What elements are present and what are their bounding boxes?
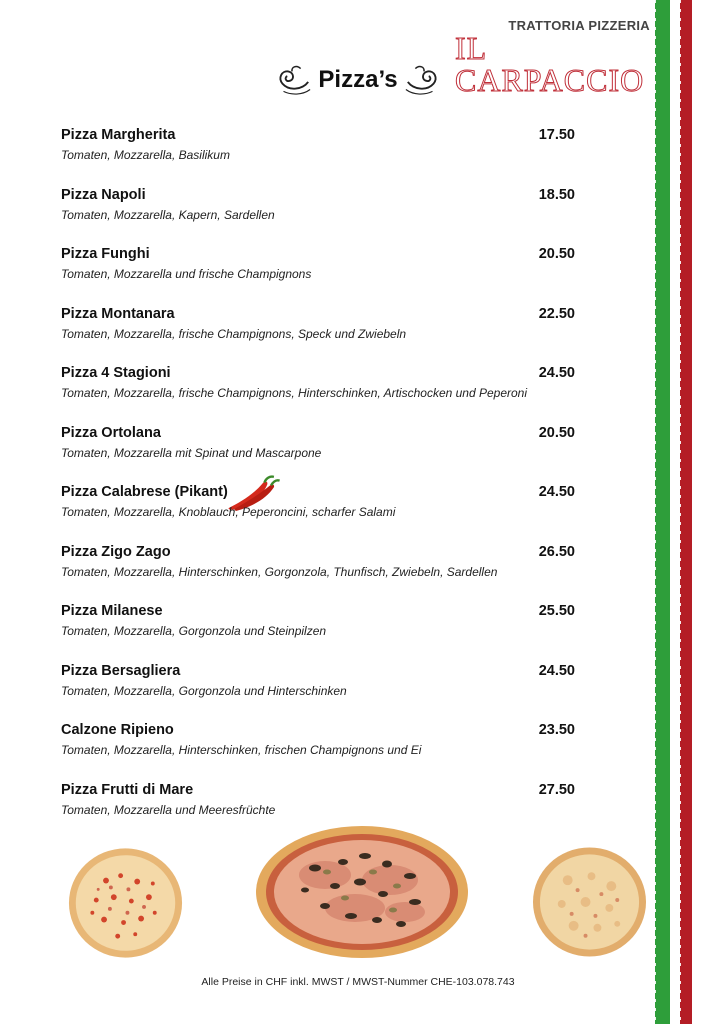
item-description: Tomaten, Mozzarella, Hinterschinken, Gorgonzola, Thunfisch, Zwiebeln, Sardellen <box>61 564 498 579</box>
item-description: Tomaten, Mozzarella, Gorgonzola und Hinterschinken <box>61 683 347 698</box>
menu-item <box>61 603 581 663</box>
item-name: Pizza Montanara <box>61 305 175 322</box>
item-price: 23.50 <box>538 722 575 738</box>
item-name: Pizza Bersagliera <box>61 662 181 679</box>
item-name: Pizza 4 Stagioni <box>61 365 171 381</box>
swirl-ornament-left-icon <box>274 61 312 99</box>
menu-item <box>61 187 581 247</box>
item-name: Calzone Ripieno <box>61 722 174 738</box>
menu-item <box>61 246 581 306</box>
item-price: 17.50 <box>538 127 575 143</box>
item-name: Pizza Frutti di Mare <box>61 781 194 798</box>
item-description: Tomaten, Mozzarella und Meeresfrüchte <box>61 802 276 817</box>
pizza-photo-mushroom-ham <box>255 820 469 960</box>
menu-item <box>61 722 581 782</box>
page-title: Pizza’s <box>318 66 398 93</box>
item-name: Pizza Milanese <box>61 603 163 619</box>
swirl-ornament-right-icon <box>404 61 442 99</box>
flag-stripe-green <box>655 0 670 1024</box>
item-description: Tomaten, Mozzarella, Basilikum <box>61 148 230 162</box>
menu-item <box>61 365 581 425</box>
item-name: Pizza Calabrese (Pikant) <box>61 484 228 500</box>
item-price: 27.50 <box>538 781 575 798</box>
item-price: 24.50 <box>538 484 575 500</box>
item-price: 18.50 <box>538 186 575 203</box>
item-description: Tomaten, Mozzarella, frische Champignons, Hinterschinken, Artischocken und Peperoni <box>61 386 528 400</box>
item-description: Tomaten, Mozzarella und frische Champignons <box>61 267 312 281</box>
pizza-photo-margherita <box>67 846 184 960</box>
item-description: Tomaten, Mozzarella mit Spinat und Mascarpone <box>61 445 322 460</box>
logo-subtitle: TRATTORIA PIZZERIA <box>508 18 650 33</box>
item-price: 20.50 <box>538 246 575 262</box>
item-name: Pizza Napoli <box>61 186 146 203</box>
menu-item <box>61 484 581 544</box>
menu-item <box>61 544 581 604</box>
item-price: 24.50 <box>538 365 575 381</box>
item-description: Tomaten, Mozzarella, Knoblauch, Peperoncini, scharfer Salami <box>61 505 396 519</box>
menu-item <box>61 425 581 485</box>
item-description: Tomaten, Mozzarella, Gorgonzola und Steinpilzen <box>61 624 327 638</box>
item-description: Tomaten, Mozzarella, frische Champignons, Speck und Zwiebeln <box>61 326 407 341</box>
item-price: 25.50 <box>538 603 575 619</box>
logo-name: IL CARPACCIO <box>455 30 645 98</box>
item-name: Pizza Ortolana <box>61 424 161 441</box>
item-description: Tomaten, Mozzarella, Kapern, Sardellen <box>61 207 275 222</box>
item-price: 22.50 <box>538 305 575 322</box>
menu-item <box>61 663 581 723</box>
flag-stripe-red <box>680 0 692 1024</box>
pizza-menu-list <box>61 127 581 841</box>
item-price: 20.50 <box>538 424 575 441</box>
menu-item <box>61 306 581 366</box>
menu-item <box>61 127 581 187</box>
item-name: Pizza Funghi <box>61 246 150 262</box>
item-name: Pizza Margherita <box>61 127 176 143</box>
item-name: Pizza Zigo Zago <box>61 543 171 560</box>
item-price: 26.50 <box>538 543 575 560</box>
pizza-photo-cheese <box>532 846 647 958</box>
item-price: 24.50 <box>538 662 575 679</box>
price-footer-note: Alle Preise in CHF inkl. MWST / MWST-Nummer CHE-103.078.743 <box>201 976 515 988</box>
title-section <box>0 58 724 102</box>
item-description: Tomaten, Mozzarella, Hinterschinken, frischen Champignons und Ei <box>61 743 422 757</box>
